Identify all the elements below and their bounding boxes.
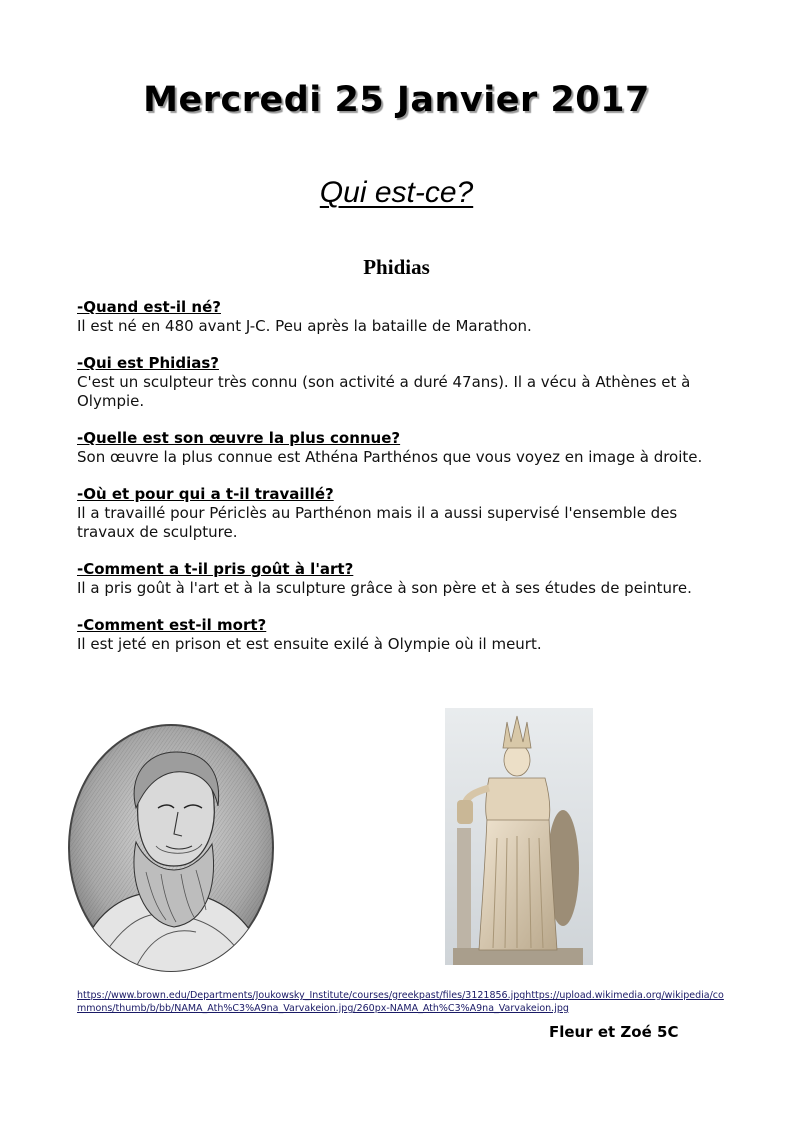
question: -Quand est-il né? bbox=[77, 298, 221, 316]
question: -Comment est-il mort? bbox=[77, 616, 267, 634]
answer: C'est un sculpteur très connu (son activité a duré 47ans). Il a vécu à Athènes et à Olympie. bbox=[77, 373, 691, 410]
answer: Il a travaillé pour Périclès au Parthénon mais il a aussi supervisé l'ensemble des travaux de sculpture. bbox=[77, 504, 678, 541]
qa-item-death bbox=[77, 616, 727, 654]
subject-name: Phidias bbox=[363, 255, 430, 279]
question: -Comment a t-il pris goût à l'art? bbox=[77, 560, 354, 578]
question: -Où et pour qui a t-il travaillé? bbox=[77, 485, 334, 503]
question: -Quelle est son œuvre la plus connue? bbox=[77, 429, 401, 447]
qa-section bbox=[77, 298, 727, 672]
answer: Il a pris goût à l'art et à la sculpture grâce à son père et à ses études de peinture. bbox=[77, 579, 692, 597]
page-subtitle: Qui est-ce? bbox=[319, 176, 474, 209]
qa-item-art bbox=[77, 560, 727, 598]
answer: Il est jeté en prison et est ensuite exilé à Olympie où il meurt. bbox=[77, 635, 542, 653]
page-date: Mercredi 25 Janvier 2017 bbox=[143, 80, 650, 120]
qa-item-where bbox=[77, 485, 727, 542]
athena-statue-image bbox=[445, 708, 593, 965]
answer: Son œuvre la plus connue est Athéna Parthénos que vous voyez en image à droite. bbox=[77, 448, 703, 466]
qa-item-birth bbox=[77, 298, 727, 336]
answer: Il est né en 480 avant J-C. Peu après la bataille de Marathon. bbox=[77, 317, 532, 335]
question: -Qui est Phidias? bbox=[77, 354, 219, 372]
phidias-portrait-image bbox=[66, 722, 276, 974]
image-sources-link[interactable]: https://www.brown.edu/Departments/Joukowsky_Institute/courses/greekpast/files/3121856.jpghttps://upload.wikimedia.org/wikipedia/commons/thumb/b/bb/NAMA_Ath%C3%A9na_Varvakeion.jpg/260px-NAMA_Ath%C3%A9na_Varvakeion.jpg bbox=[77, 990, 724, 1014]
qa-item-who bbox=[77, 354, 727, 411]
qa-item-work bbox=[77, 429, 727, 467]
authors-signature: Fleur et Zoé 5C bbox=[549, 1023, 679, 1041]
